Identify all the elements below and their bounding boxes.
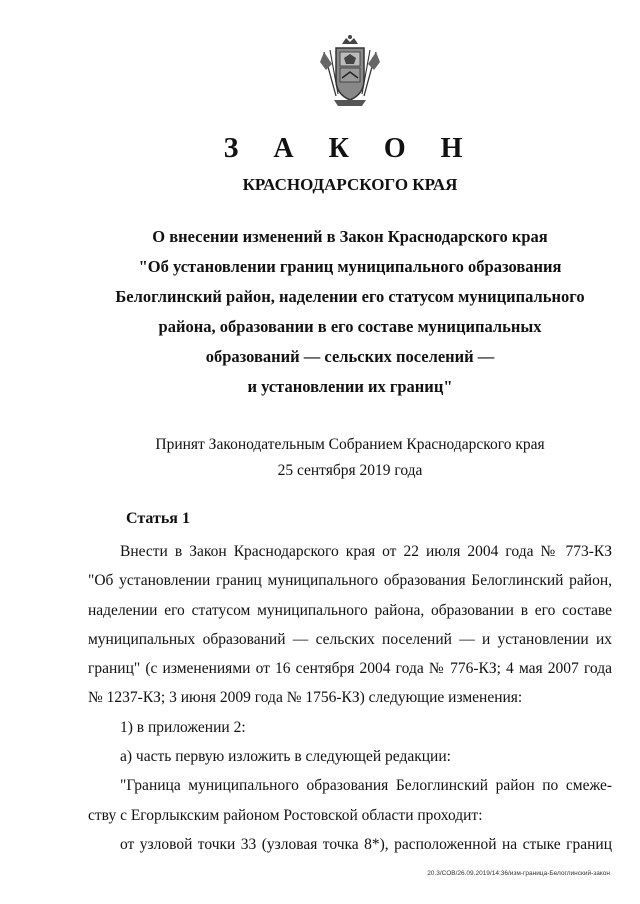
document-footer-code: 20.3/СОВ/26.09.2019/14:36/изм-граница-Белоглинский-закон [427, 870, 610, 877]
article-line: а) часть первую изложить в следующей редакции: [120, 748, 451, 766]
article-line: Внести в Закон Краснодарского края от 22 июля 2004 года № 773-КЗ [120, 543, 612, 560]
law-heading-line: района, образовании в его составе муниципальных [158, 317, 542, 336]
adoption-note [0, 432, 640, 484]
article-body [88, 537, 612, 859]
law-heading [90, 222, 610, 402]
krasnodar-coat-of-arms-icon [318, 34, 382, 108]
adoption-body: Принят Законодательным Собранием Краснодарского края [155, 436, 545, 453]
law-heading-line: Белоглинский район, наделении его статусом муниципального [115, 287, 585, 306]
article-line: границ" (с изменениями от 16 сентября 2004 года № 776-КЗ; 4 мая 2007 года [88, 660, 612, 678]
document-title: З А К О Н [223, 133, 477, 164]
law-heading-line: "Об установлении границ муниципального образования [138, 257, 562, 276]
article-line: "Об установлении границ муниципального образования Белоглинский район, [88, 572, 612, 590]
law-heading-line: образований — сельских поселений — [205, 347, 495, 366]
article-line: № 1237-КЗ; 3 июня 2009 года № 1756-КЗ) следующие изменения: [88, 689, 523, 707]
article-line: наделении его статусом муниципального района, образовании в его составе [88, 601, 612, 619]
article-line: муниципальных образований — сельских поселений — и установлении их [88, 630, 612, 648]
document-region: КРАСНОДАРСКОГО КРАЯ [242, 175, 458, 194]
adoption-date: 25 сентября 2019 года [277, 462, 423, 479]
law-heading-line: О внесении изменений в Закон Краснодарского края [152, 227, 548, 246]
law-heading-line: и установлении их границ" [247, 377, 453, 396]
article-line: ству с Егорлыкским районом Ростовской области проходит: [88, 806, 483, 824]
article-line: 1) в приложении 2: [120, 718, 246, 736]
article-line: от узловой точки 33 (узловая точка 8*), расположенной на стыке границ [120, 835, 612, 853]
article-line: "Граница муниципального образования Белоглинский район по смеже- [120, 777, 612, 795]
article-title: Статья 1 [126, 510, 190, 527]
